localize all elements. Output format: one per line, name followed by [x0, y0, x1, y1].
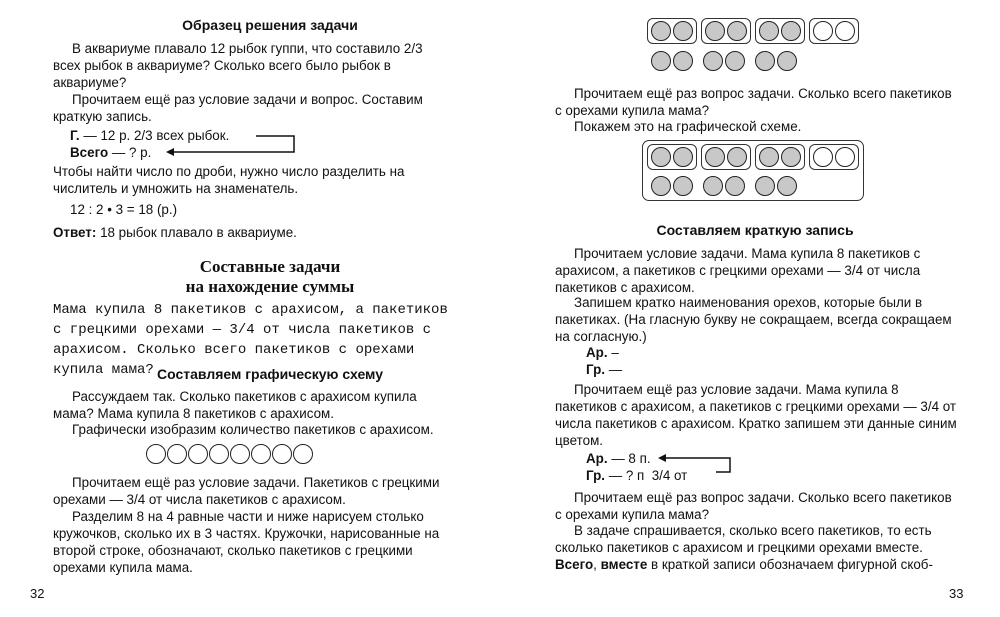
section-title-2: на нахождение суммы: [185, 277, 355, 296]
circle-filled: [673, 176, 693, 196]
sample-text: В аквариуме плавало 12 рыбок гуппи, что составило 2/3 всех рыбок в аквариуме? Сколько всего было рыбок в аквариуме?: [53, 41, 423, 90]
circle-empty: [813, 21, 833, 41]
circle-filled: [651, 51, 671, 71]
question2-right: Прочитаем ещё раз вопрос задачи. Сколько всего пакетиков с орехами купила мама?: [555, 490, 952, 522]
circle-empty: [272, 444, 292, 464]
formula: 12 : 2 • 3 = 18 (р.): [70, 202, 178, 217]
ar2-text: — 8 п.: [611, 451, 651, 466]
problem-text: Мама купила 8 пакетиков с арахисом, а пакетиков с грецкими орехами — 3/4 от числа пакетиков с арахисом. Сколько всего пакетиков с орехами купила мама?: [53, 302, 448, 378]
write-names: Запишем кратко наименования орехов, которые были в пакетиках. (На гласную букву не сокращаем, всегда сокращаем на согласную.): [555, 295, 952, 344]
circle-filled: [705, 147, 725, 167]
ar2-label: Ар.: [586, 451, 608, 466]
scheme-row1: [647, 144, 859, 170]
circle-filled: [781, 147, 801, 167]
last-text: в краткой записи обозначаем фигурной скоб-: [651, 557, 933, 572]
reread-right: Прочитаем условие задачи. Мама купила 8 пакетиков с арахисом, а пакетиков с грецкими орехами — 3/4 от числа пакетиков с арахисом.: [555, 246, 921, 295]
reread2-text: Прочитаем ещё раз условие задачи. Пакетиков с грецкими орехами — 3/4 от числа пакетиков с арахисом.: [53, 475, 440, 507]
circle-filled: [727, 147, 747, 167]
group: [755, 51, 797, 71]
scheme-top: [647, 18, 859, 71]
reason-text: Рассуждаем так. Сколько пакетиков с арахисом купила мама? Мама купила 8 пакетиков с арахисом.: [53, 389, 417, 421]
circle-filled: [725, 51, 745, 71]
note-arrow: [160, 128, 300, 158]
circle-filled: [651, 176, 671, 196]
circle-empty: [835, 21, 855, 41]
circle-filled: [777, 51, 797, 71]
group: [703, 176, 745, 196]
note2-arrow: [652, 450, 742, 480]
group: [701, 144, 751, 170]
group: [755, 144, 805, 170]
group: [647, 18, 697, 44]
circle-empty: [835, 147, 855, 167]
circle-empty: [146, 444, 166, 464]
explain-right: В задаче спрашивается, сколько всего пакетиков, то есть сколько пакетиков с арахисом и грецкими орехами вместе.: [555, 523, 932, 555]
scheme-top-row1: [647, 18, 859, 44]
gr1-label: Гр.: [586, 362, 605, 377]
last-bold1: Всего: [555, 557, 594, 572]
scheme-top-row2: [651, 51, 859, 71]
circle-empty: [293, 444, 313, 464]
answer-label: Ответ:: [53, 225, 97, 240]
circle-filled: [777, 176, 797, 196]
circle-empty: [230, 444, 250, 464]
group: [651, 176, 693, 196]
circle-filled: [705, 21, 725, 41]
scheme-title: Составляем графическую схему: [156, 366, 384, 382]
circle-filled: [755, 176, 775, 196]
circle-filled: [759, 21, 779, 41]
short-title: Составляем краткую запись: [656, 222, 854, 238]
scheme-row2: [651, 176, 859, 196]
circle-filled: [725, 176, 745, 196]
circle-filled: [703, 176, 723, 196]
last-sep: ,: [593, 557, 597, 572]
note1-label: Г.: [70, 128, 80, 143]
short-note-1: [586, 344, 622, 378]
gr2-text: — ? п 3/4 от: [608, 468, 688, 483]
note2-label: Всего: [70, 145, 109, 160]
circle-filled: [759, 147, 779, 167]
sample-title: Образец решения задачи: [182, 17, 358, 33]
group: [651, 51, 693, 71]
note2-text: — ? р.: [111, 145, 152, 160]
circle-filled: [703, 51, 723, 71]
divide-text: Разделим 8 на 4 равные части и ниже нарисуем столько кружочков, сколько их в 3 частях. Кружочки, нарисованные на второй строке, обозначают, сколько пакетиков с грецкими орехами купила мама.: [53, 509, 440, 575]
group: [809, 18, 859, 44]
rule-text: Чтобы найти число по дроби, нужно число разделить на числитель и умножить на знаменатель.: [53, 164, 405, 196]
group: [647, 144, 697, 170]
last-bold2: вместе: [600, 557, 648, 572]
circle-filled: [781, 21, 801, 41]
circle-filled: [651, 21, 671, 41]
section-title-1: Составные задачи: [199, 257, 341, 276]
circle-empty: [188, 444, 208, 464]
group: [755, 176, 797, 196]
ar1-label: Ар.: [586, 345, 608, 360]
answer-line: [53, 224, 297, 241]
note1-text: — 12 р. 2/3 всех рыбок.: [83, 128, 230, 143]
circle-empty: [209, 444, 229, 464]
show-text: Покажем это на графической схеме.: [574, 119, 802, 134]
arachis-circles: [146, 444, 313, 464]
page-number-left: 32: [30, 586, 45, 601]
circle-filled: [755, 51, 775, 71]
group: [809, 144, 859, 170]
circle-filled: [673, 21, 693, 41]
group: [703, 51, 745, 71]
circle-empty: [251, 444, 271, 464]
right-page: [500, 0, 1000, 617]
last-line: [555, 556, 965, 573]
ar1-text: –: [611, 345, 619, 360]
circle-filled: [727, 21, 747, 41]
reread2-right: Прочитаем ещё раз условие задачи. Мама купила 8 пакетиков с арахисом, а пакетиков с грецкими орехами — 3/4 от числа пакетиков с арахисом. Кратко запишем эти данные синим цветом.: [555, 382, 957, 448]
group: [755, 18, 805, 44]
circle-filled: [673, 51, 693, 71]
circle-empty: [813, 147, 833, 167]
reread-text: Прочитаем ещё раз условие задачи и вопрос. Составим краткую запись.: [53, 92, 423, 124]
question-text: Прочитаем ещё раз вопрос задачи. Сколько всего пакетиков с орехами купила мама?: [555, 86, 952, 118]
scheme-bracketed: [642, 140, 864, 201]
page-number-right: 33: [949, 586, 964, 601]
graph-text: Графически изобразим количество пакетиков с арахисом.: [72, 422, 434, 437]
circle-filled: [651, 147, 671, 167]
gr2-label: Гр.: [586, 468, 605, 483]
gr1-text: —: [608, 362, 623, 377]
answer-text: 18 рыбок плавало в аквариуме.: [100, 225, 297, 240]
group: [701, 18, 751, 44]
circle-filled: [673, 147, 693, 167]
circle-empty: [167, 444, 187, 464]
